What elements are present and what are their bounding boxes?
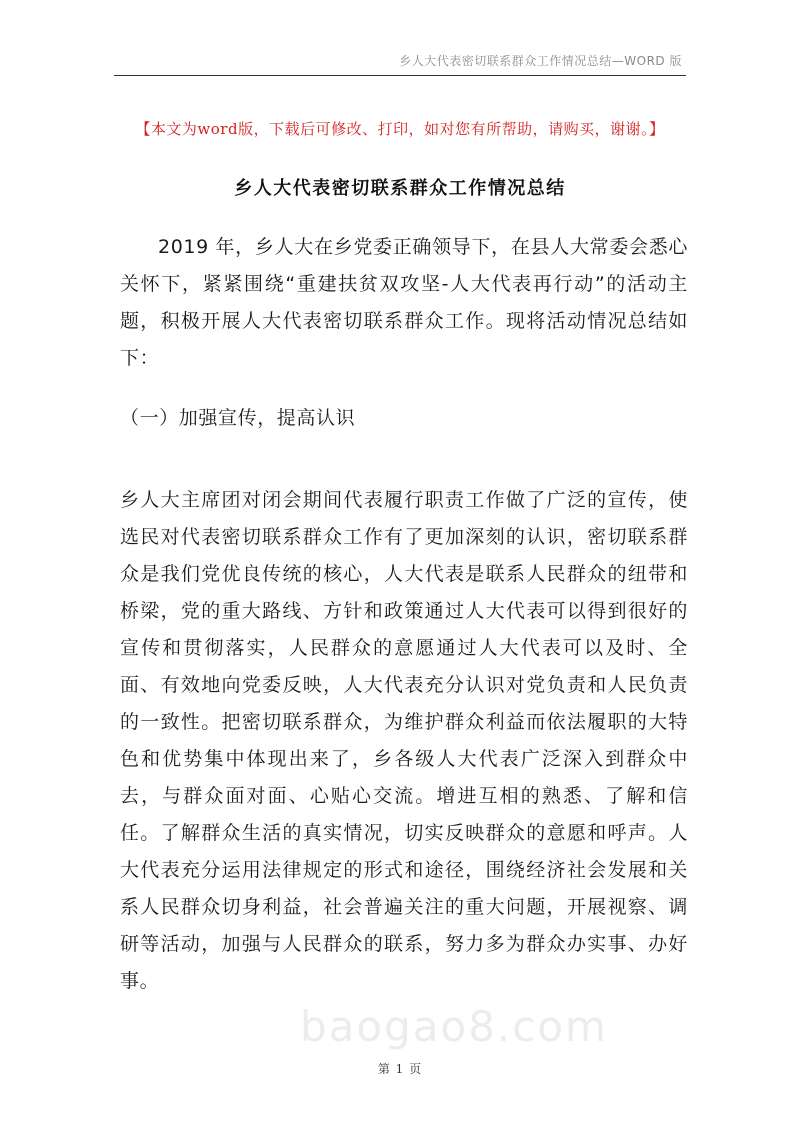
running-header: 乡人大代表密切联系群众工作情况总结—WORD 版 <box>399 54 682 68</box>
section-1-paragraph: 乡人大主席团对闭会期间代表履行职责工作做了广泛的宣传，使选民对代表密切联系群众工作有了更加深刻的认识，密切联系群众是我们党优良传统的核心，人大代表是联系人民群众的纽带和桥梁，党的重大路线、方针和政策通过人大代表可以得到很好的宣传和贯彻落实，人民群众的意愿通过人大代表可以及时、全面、有效地向党委反映，人大代表充分认识对党负责和人民负责的一致性。把密切联系群众，为维护群众利益而依法履职的大特色和优势集中体现出来了，乡各级人大代表广泛深入到群众中去，与群众面对面、心贴心交流。增进互相的熟悉、了解和信任。了解群众生活的真实情况，切实反映群众的意愿和呼声。人大代表充分运用法律规定的形式和途径，围绕经济社会发展和关系人民群众切身利益，社会普遍关注的重大问题，开展视察、调研等活动，加强与人民群众的联系，努力多为群众办实事、办好事。 <box>120 489 688 992</box>
watermark: baogao8.com <box>300 1002 608 1051</box>
purchase-notice: 【本文为word版，下载后可修改、打印，如对您有所帮助，请购买，谢谢。】 <box>135 120 665 138</box>
document-title: 乡人大代表密切联系群众工作情况总结 <box>234 178 566 199</box>
page-number: 第 1 页 <box>377 1062 423 1076</box>
header-divider <box>114 75 686 76</box>
section-heading-1: （一）加强宣传，提高认识 <box>120 407 356 429</box>
intro-paragraph: 2019 年，乡人大在乡党委正确领导下，在县人大常委会悉心关怀下，紧紧围绕“重建扶贫双攻坚-人大代表再行动”的活动主题，积极开展人大代表密切联系群众工作。现将活动情况总结如下： <box>120 236 688 369</box>
